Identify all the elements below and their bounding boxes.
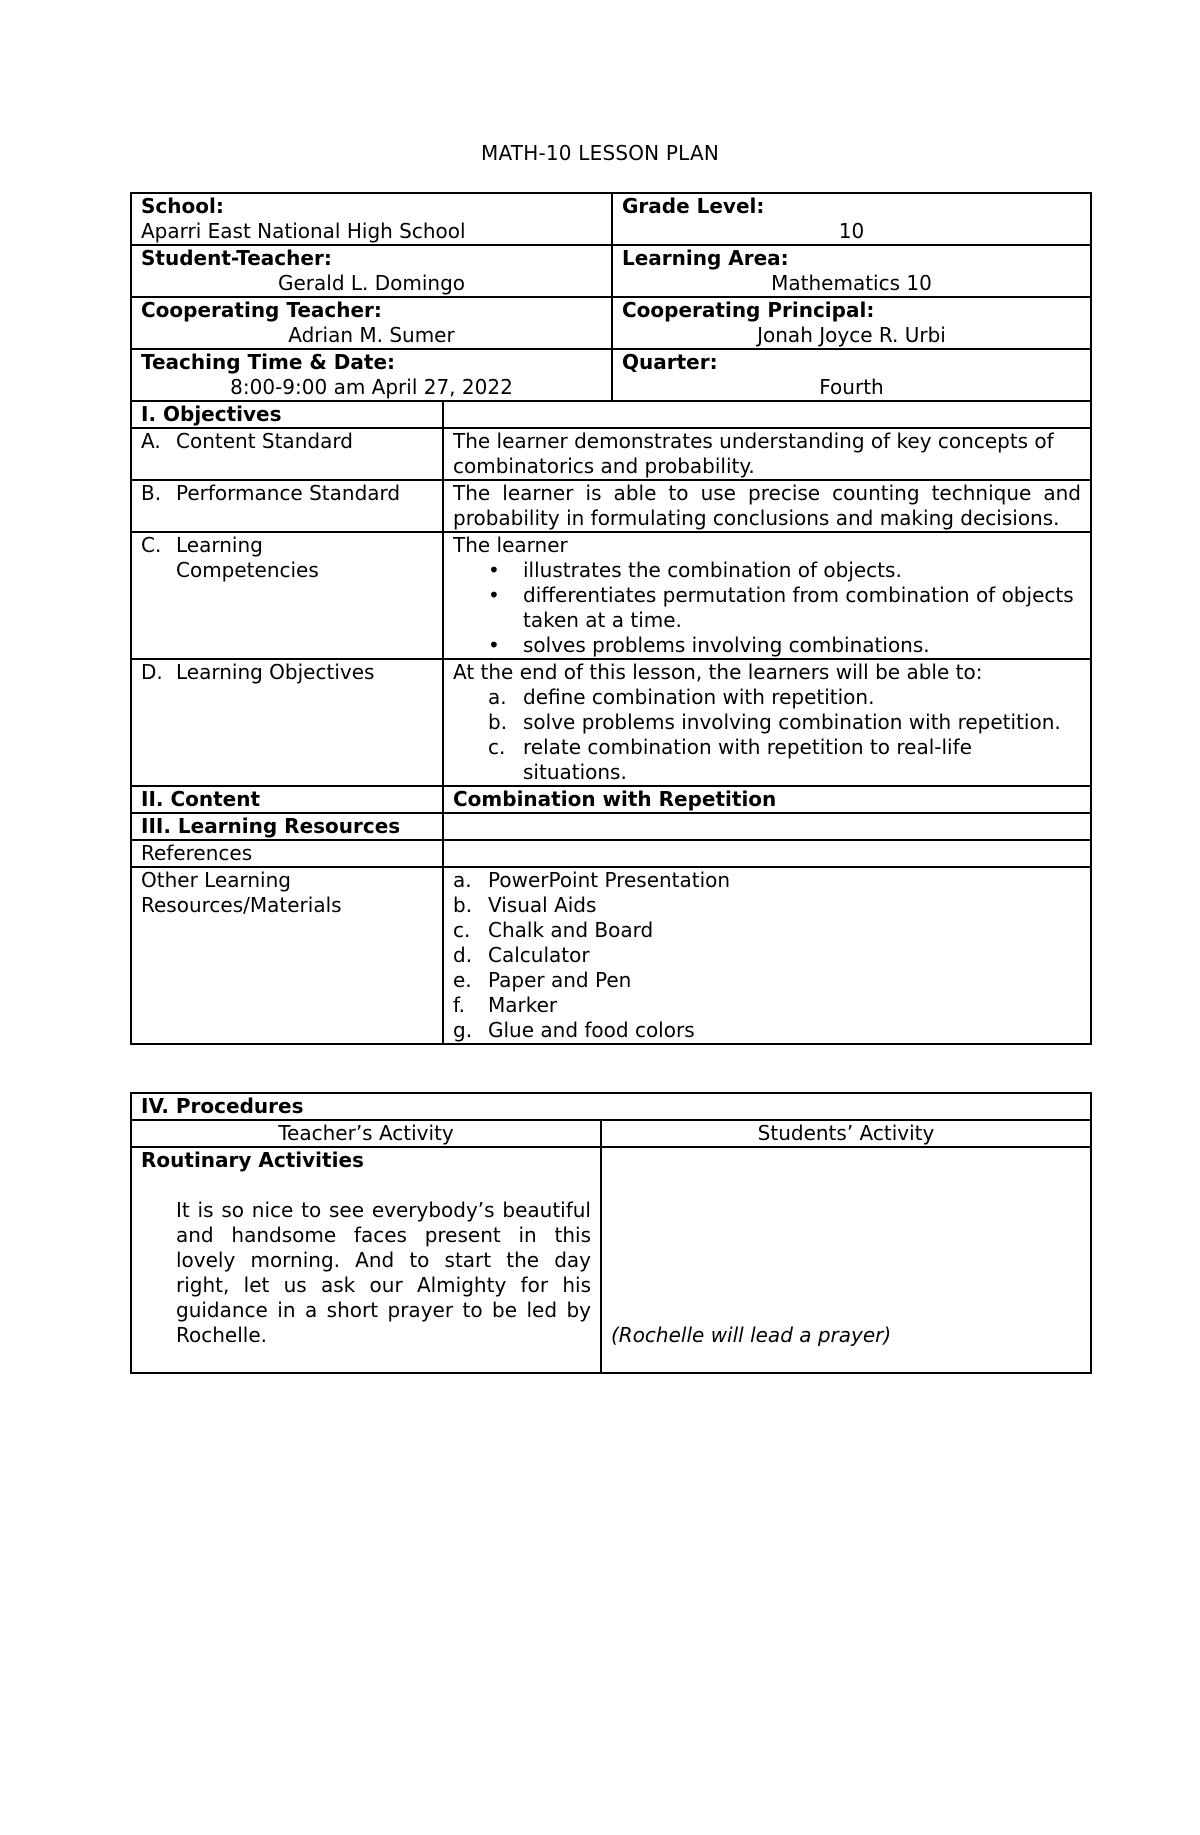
list-item: f. Marker — [453, 993, 558, 1017]
list-item: • solves problems involving combinations. — [488, 633, 930, 657]
competencies-label-2: Competencies — [176, 558, 319, 582]
list-item: a. define combination with repetition. — [488, 685, 875, 709]
routinary-heading: Routinary Activities — [141, 1148, 364, 1172]
learning-objectives-label: Learning Objectives — [176, 660, 375, 684]
students-activity-cell — [601, 1147, 1091, 1373]
list-item: b. solve problems involving combination with repetition. — [488, 710, 1061, 734]
school-label: School: — [141, 194, 224, 218]
coop-teacher-cell — [131, 297, 612, 349]
learning-area-value: Mathematics 10 — [771, 271, 932, 295]
grade-label: Grade Level: — [622, 194, 765, 218]
teaching-time-label: Teaching Time & Date: — [141, 350, 396, 374]
grade-value: 10 — [838, 219, 865, 243]
resources-heading: III. Learning Resources — [131, 813, 443, 840]
procedures-table — [130, 1092, 1092, 1374]
procedures-heading: IV. Procedures — [131, 1093, 1091, 1120]
teaching-time-value: 8:00-9:00 am April 27, 2022 — [230, 375, 513, 399]
references-value — [443, 840, 1091, 867]
performance-standard-label-cell — [131, 480, 443, 532]
students-activity-text: (Rochelle will lead a prayer) — [611, 1323, 892, 1347]
coop-principal-cell — [612, 297, 1091, 349]
references-label: References — [131, 840, 443, 867]
learning-area-label: Learning Area: — [622, 246, 789, 270]
other-resources-label-2: Resources/Materials — [141, 893, 342, 917]
performance-standard-value: The learner is able to use precise counting technique and probability in formulating conclusions and making decisions. — [443, 480, 1091, 532]
grade-cell — [612, 193, 1091, 245]
list-item: c. relate combination with repetition to real-life situations. — [488, 735, 972, 784]
learning-objectives-intro: At the end of this lesson, the learners will be able to: — [453, 660, 983, 684]
teacher-activity-header: Teacher’s Activity — [131, 1120, 601, 1147]
content-heading: II. Content — [131, 786, 443, 813]
content-standard-value: The learner demonstrates understanding of key concepts of combinatorics and probability. — [443, 428, 1091, 480]
bullet-icon: • — [488, 558, 500, 582]
performance-standard-marker: B. — [141, 481, 162, 505]
student-teacher-cell — [131, 245, 612, 297]
content-standard-label: Content Standard — [176, 429, 353, 453]
objectives-table — [130, 400, 1092, 1045]
list-item: d. Calculator — [453, 943, 590, 967]
list-item: c. Chalk and Board — [453, 918, 654, 942]
quarter-value: Fourth — [819, 375, 884, 399]
school-value: Aparri East National High School — [141, 219, 466, 243]
competencies-intro: The learner — [453, 533, 568, 557]
performance-standard-label: Performance Standard — [176, 481, 401, 505]
teacher-activity-cell — [131, 1147, 601, 1373]
competencies-cell — [443, 532, 1091, 659]
materials-list — [453, 868, 1081, 1043]
objectives-heading: I. Objectives — [131, 401, 443, 428]
learning-area-cell — [612, 245, 1091, 297]
objectives-heading-blank — [443, 401, 1091, 428]
competencies-label-cell — [131, 532, 443, 659]
content-standard-label-cell — [131, 428, 443, 480]
bullet-icon: • — [488, 633, 500, 657]
learning-objectives-marker: D. — [141, 660, 163, 684]
list-item: b. Visual Aids — [453, 893, 597, 917]
coop-principal-label: Cooperating Principal: — [622, 298, 875, 322]
other-resources-label-cell — [131, 867, 443, 1044]
learning-objectives-cell — [443, 659, 1091, 786]
resources-heading-blank — [443, 813, 1091, 840]
competencies-marker: C. — [141, 533, 162, 557]
list-item: a. PowerPoint Presentation — [453, 868, 731, 892]
content-standard-marker: A. — [141, 429, 161, 453]
learning-objectives-list — [453, 685, 1081, 785]
materials-cell — [443, 867, 1091, 1044]
quarter-label: Quarter: — [622, 350, 718, 374]
coop-teacher-value: Adrian M. Sumer — [288, 323, 455, 347]
teacher-activity-text: It is so nice to see everybody’s beautiful and handsome faces present in this lovely morning. And to start the day right, let us ask our Almighty for his guidance in a short prayer to be led by Rochelle. — [176, 1198, 591, 1347]
coop-principal-value: Jonah Joyce R. Urbi — [757, 323, 946, 347]
content-value: Combination with Repetition — [443, 786, 1091, 813]
coop-teacher-label: Cooperating Teacher: — [141, 298, 382, 322]
bullet-icon: • — [488, 583, 500, 607]
list-item: • illustrates the combination of objects. — [488, 558, 902, 582]
list-item: e. Paper and Pen — [453, 968, 632, 992]
page-title: MATH-10 LESSON PLAN — [481, 141, 719, 165]
list-item: • differentiates permutation from combination of objects taken at a time. — [488, 583, 1074, 632]
student-teacher-value: Gerald L. Domingo — [277, 271, 466, 295]
students-activity-header: Students’ Activity — [601, 1120, 1091, 1147]
quarter-cell — [612, 349, 1091, 401]
competencies-label-1: Learning — [176, 533, 263, 557]
school-cell — [131, 193, 612, 245]
student-teacher-label: Student-Teacher: — [141, 246, 332, 270]
teaching-time-cell — [131, 349, 612, 401]
list-item: g. Glue and food colors — [453, 1018, 695, 1042]
header-table — [130, 192, 1092, 402]
competencies-list — [453, 558, 1081, 658]
other-resources-label-1: Other Learning — [141, 868, 291, 892]
learning-objectives-label-cell — [131, 659, 443, 786]
